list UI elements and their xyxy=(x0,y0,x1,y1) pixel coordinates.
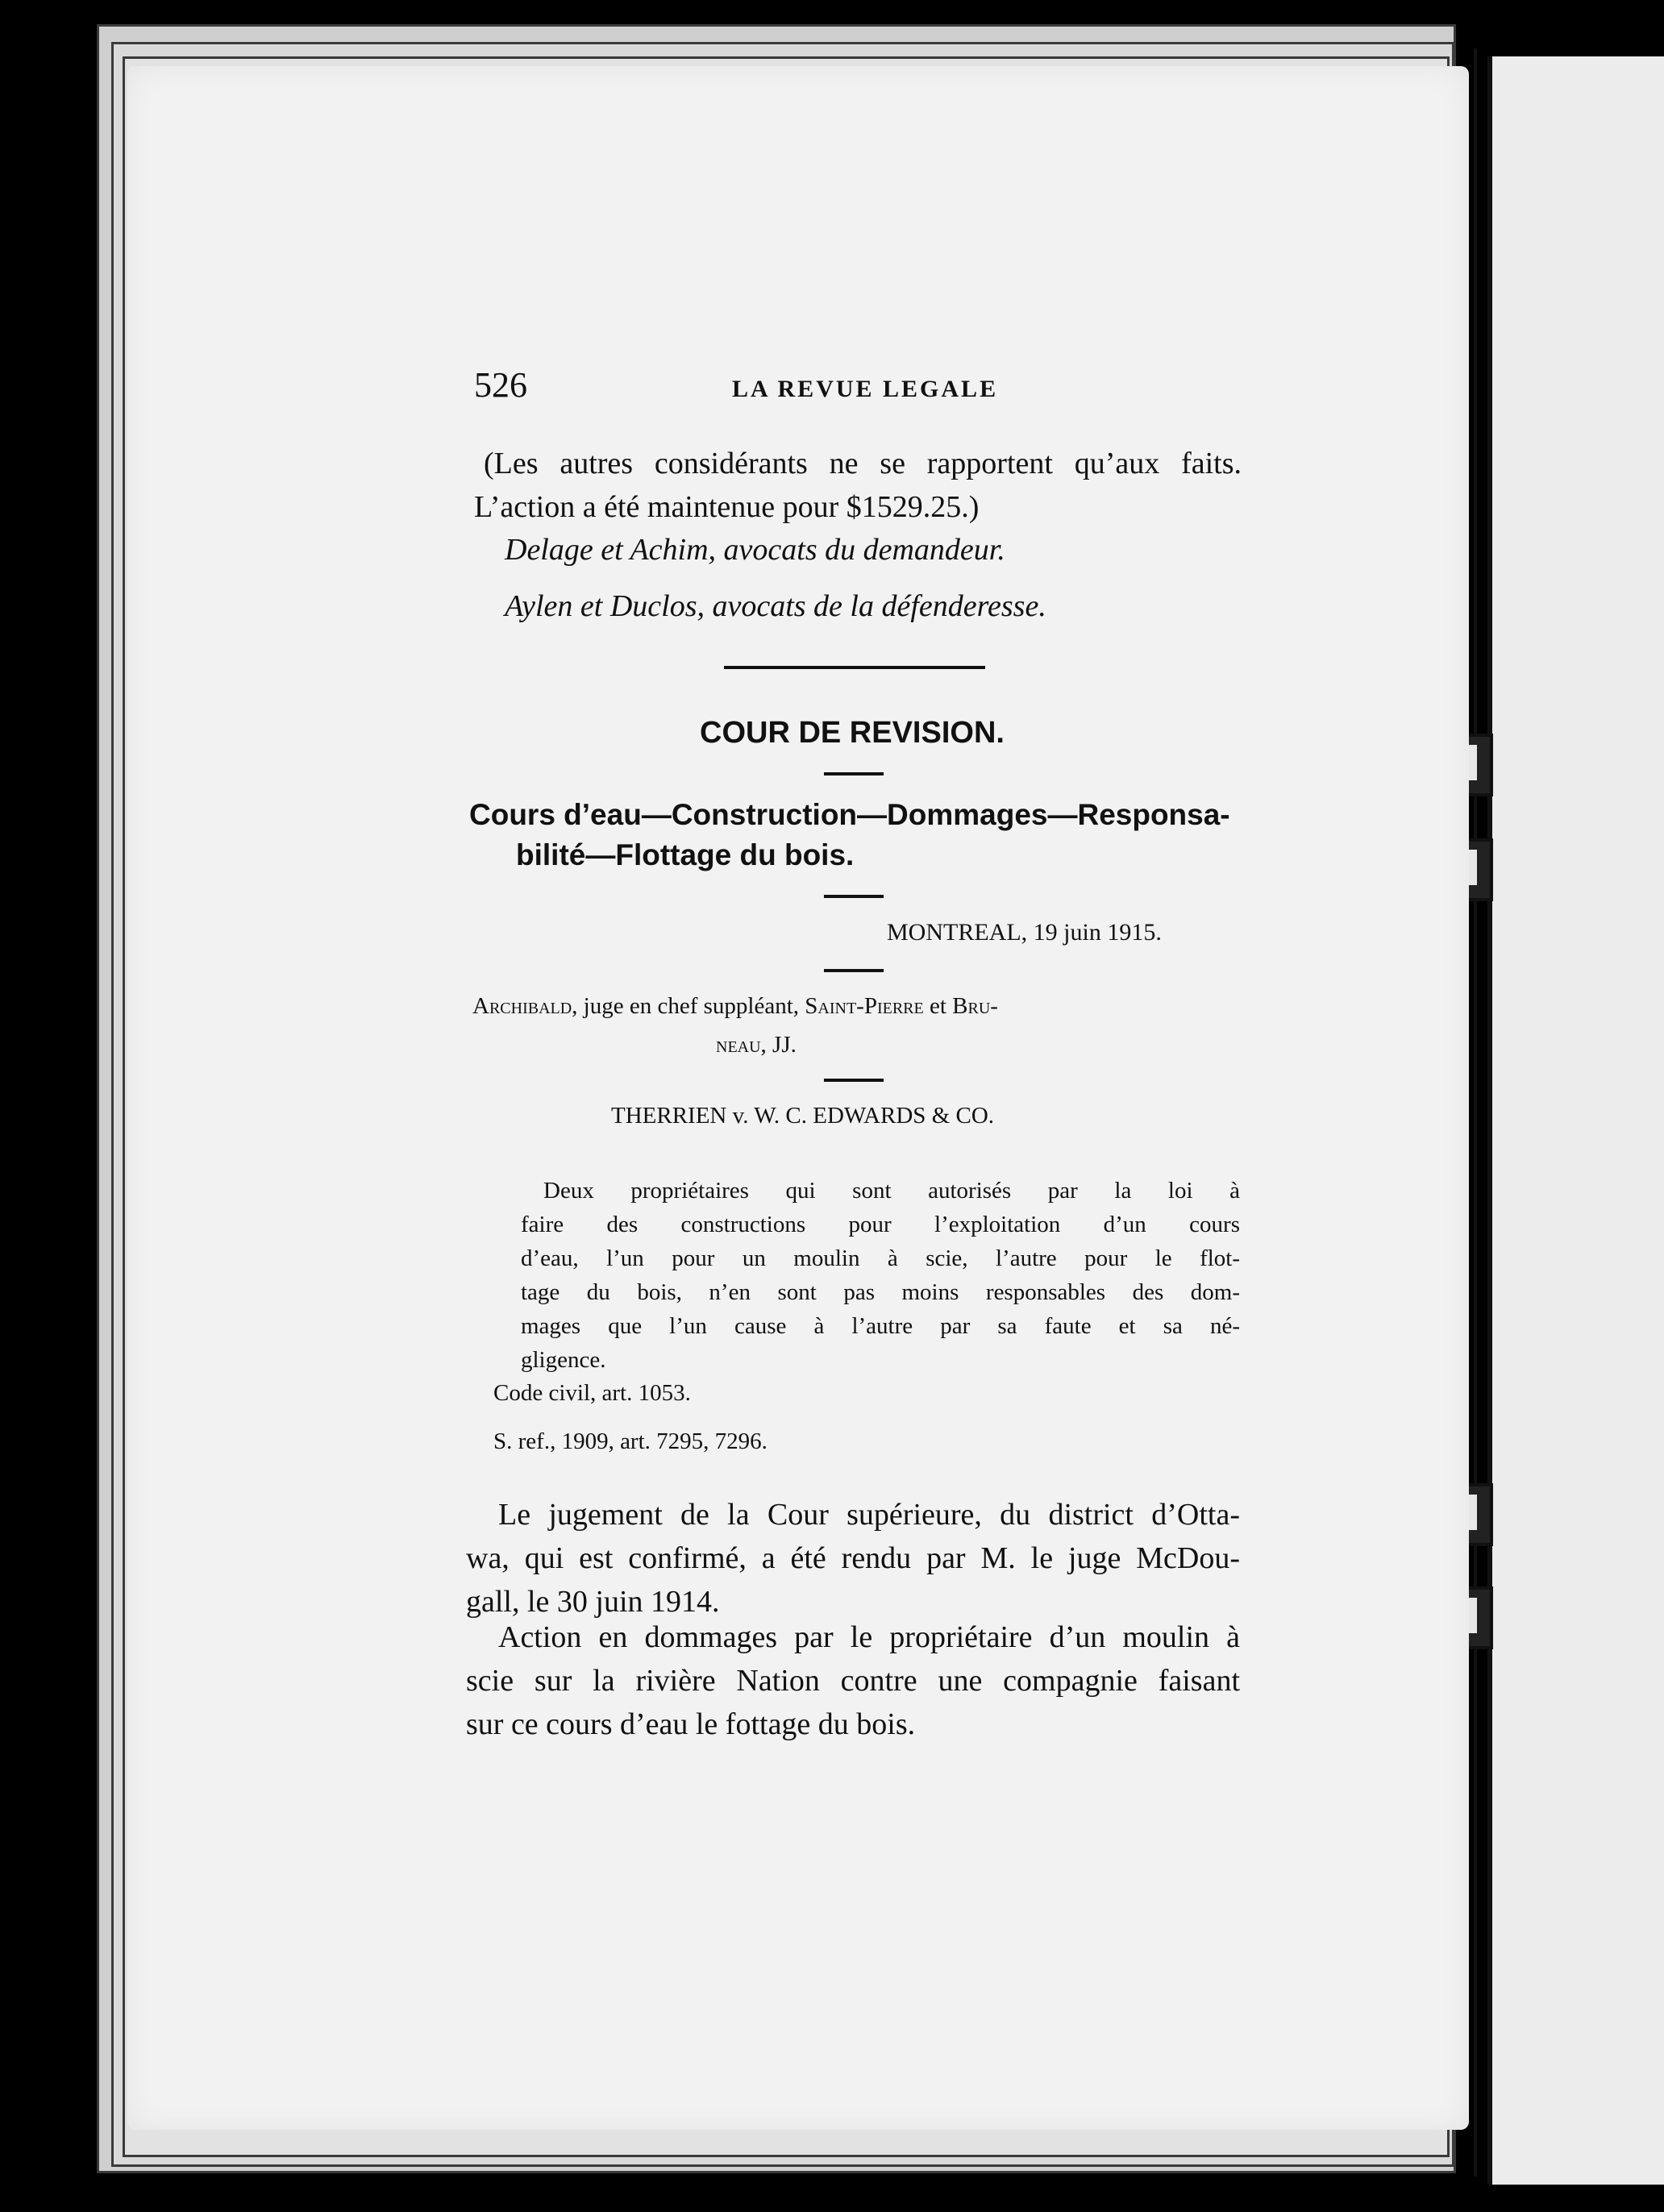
short-divider xyxy=(824,969,884,972)
counsel-defendant: Aylen et Duclos, avocats de la défenderesse. xyxy=(505,589,1046,623)
counsel-plaintiff: Delage et Achim, avocats du demandeur. xyxy=(505,533,1005,567)
headnote-line: d’eau, l’un pour un moulin à scie, l’autre pour le flot- xyxy=(521,1245,1240,1271)
subject-line: bilité—Flottage du bois. xyxy=(516,838,855,871)
court-title: COUR DE REVISION. xyxy=(700,716,1005,750)
judge-name: Archibald, xyxy=(472,993,578,1019)
judges-text: et xyxy=(923,993,953,1019)
headnote-line: gligence. xyxy=(521,1347,606,1373)
code-reference: Code civil, art. 1053. xyxy=(493,1380,691,1406)
judges-text: juge en chef suppléant, xyxy=(577,993,805,1019)
short-divider xyxy=(824,1079,884,1082)
judges-line xyxy=(472,993,998,1020)
statute-reference: S. ref., 1909, art. 7295, 7296. xyxy=(493,1428,768,1454)
judge-name: neau, xyxy=(716,1032,767,1058)
subject-line: Cours d’eau—Construction—Dommages—Responsa- xyxy=(469,798,1230,831)
headnote-line: tage du bois, n’en sont pas moins responsables des dom- xyxy=(521,1279,1240,1305)
text-line: Le jugement de la Cour supérieure, du district d’Otta- xyxy=(498,1498,1240,1532)
judgment-paragraph xyxy=(466,1615,1240,1746)
headnote-line: mages que l’un cause à l’autre par sa faute et sa né- xyxy=(521,1313,1240,1339)
case-parties: THERRIEN v. W. C. EDWARDS & CO. xyxy=(611,1103,995,1129)
judges-line xyxy=(716,1032,797,1058)
headnote-line: Deux propriétaires qui sont autorisés par la loi à xyxy=(543,1178,1240,1204)
judgment-paragraph xyxy=(466,1493,1240,1624)
place-date: MONTREAL, 19 juin 1915. xyxy=(887,919,1162,946)
judge-name: Bru- xyxy=(952,993,998,1019)
short-divider xyxy=(824,772,884,775)
text-line: sur ce cours d’eau le fottage du bois. xyxy=(466,1707,916,1741)
text-line: L’action a été maintenue pour $1529.25.) xyxy=(474,490,980,524)
text-line: gall, le 30 juin 1914. xyxy=(466,1585,720,1619)
text-line: Action en dommages par le propriétaire d’un moulin à xyxy=(498,1620,1240,1654)
text-line: wa, qui est confirmé, a été rendu par M. le juge McDou- xyxy=(466,1541,1240,1575)
binding-spine xyxy=(1474,48,1477,2177)
headnote xyxy=(521,1174,1240,1377)
judges-text: JJ. xyxy=(766,1032,797,1058)
text-line: (Les autres considérants ne se rapportent qu’aux faits. xyxy=(484,447,1242,480)
page-number: 526 xyxy=(474,365,527,405)
headnote-line: faire des constructions pour l’exploitation d’un cours xyxy=(521,1212,1240,1237)
text-line: scie sur la rivière Nation contre une compagnie faisant xyxy=(466,1664,1240,1698)
section-divider xyxy=(724,666,985,669)
facing-page xyxy=(1487,56,1664,2185)
judge-name: Saint-Pierre xyxy=(805,993,924,1019)
running-title: LA REVUE LEGALE xyxy=(732,376,999,402)
short-divider xyxy=(824,895,884,898)
intro-paragraph xyxy=(474,442,1242,529)
